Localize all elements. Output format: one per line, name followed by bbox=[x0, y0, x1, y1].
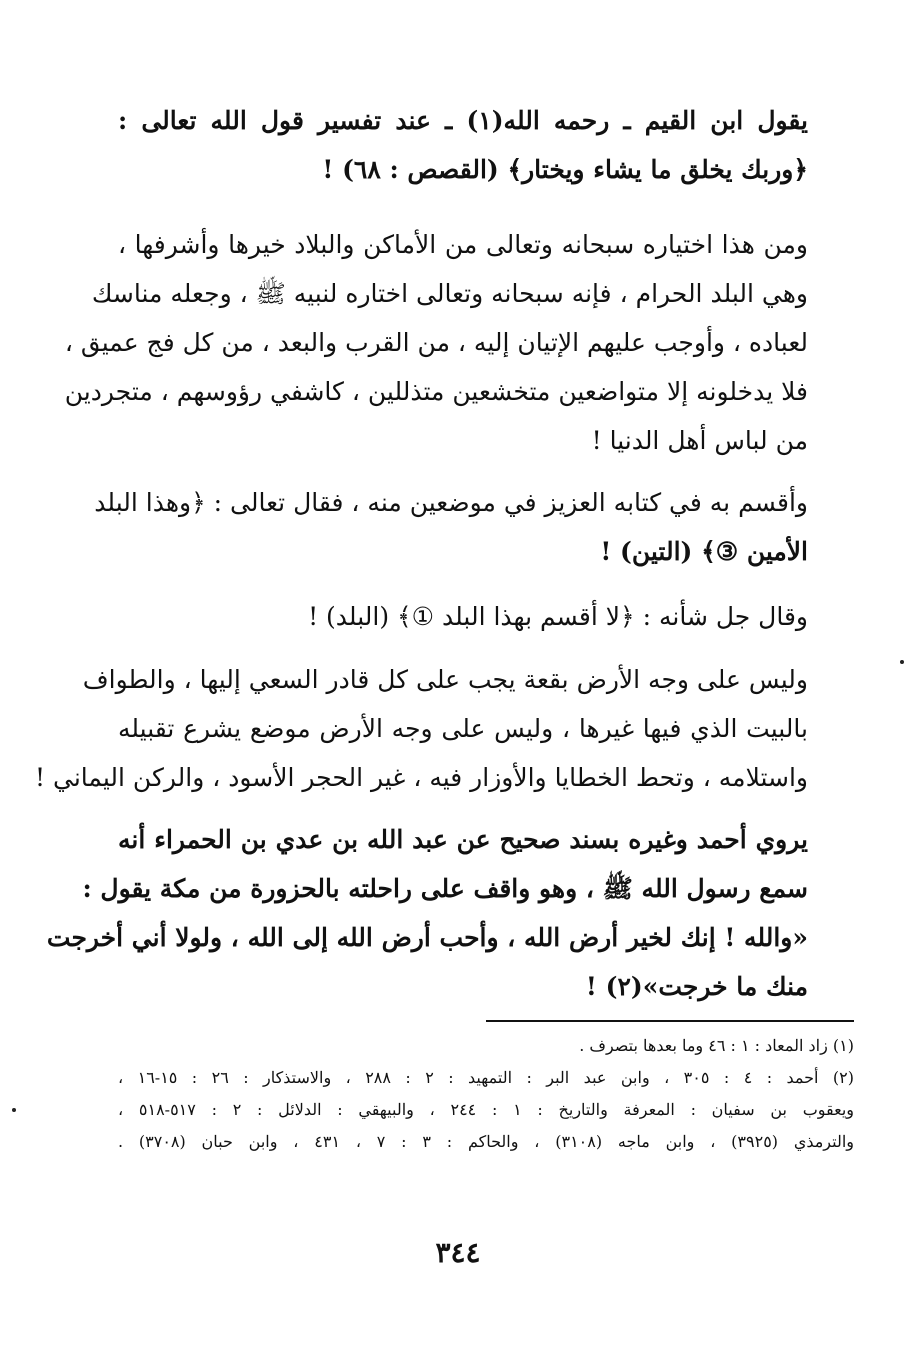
paragraph-line: وأقسم به في كتابه العزيز في موضعين منه ، فقال تعالى : ﴿وهذا البلد bbox=[94, 488, 808, 517]
footnote-line: (١) زاد المعاد : ١ : ٤٦ وما بعدها بتصرف . bbox=[579, 1036, 854, 1055]
scan-speck bbox=[12, 1108, 16, 1112]
paragraph-line: بالبيت الذي فيها غيرها ، وليس على وجه الأرض موضع يشرع تقبيله bbox=[118, 714, 808, 743]
paragraph-line: وقال جل شأنه : ﴿لا أقسم بهذا البلد ①﴾ (البلد) ! bbox=[308, 602, 808, 631]
footnote-line: ويعقوب بن سفيان : المعرفة والتاريخ : ١ : ٢٤٤ ، والبيهقي : الدلائل : ٢ : ٥١٧-٥١٨ ، bbox=[118, 1100, 855, 1119]
scan-speck bbox=[900, 660, 904, 664]
intro-paragraph bbox=[118, 96, 808, 194]
footnote-separator bbox=[486, 1020, 854, 1022]
paragraph-line: سمع رسول الله ﷺ ، وهو واقف على راحلته بالحزورة من مكة يقول : bbox=[82, 874, 808, 903]
page-number: ٣٤٤ bbox=[435, 1236, 481, 1269]
paragraph-line: الأمين ③﴾ (التين) ! bbox=[600, 537, 808, 566]
paragraph-line: منك ما خرجت»(٢) ! bbox=[585, 972, 808, 1001]
paragraph-line: لعباده ، وأوجب عليهم الإتيان إليه ، من القرب والبعد ، من كل فج عميق ، bbox=[64, 328, 808, 357]
paragraph-line: يروي أحمد وغيره بسند صحيح عن عبد الله بن عدي بن الحمراء أنه bbox=[118, 825, 808, 854]
body-paragraph bbox=[64, 220, 808, 465]
body-paragraph bbox=[94, 478, 808, 576]
paragraph-line: من لباس أهل الدنيا ! bbox=[591, 426, 808, 455]
footnote-line: والترمذي (٣٩٢٥) ، وابن ماجه (٣١٠٨) ، والحاكم : ٣ : ٧ ، ٤٣١ ، وابن حبان (٣٧٠٨) . bbox=[118, 1132, 855, 1151]
paragraph-line: وليس على وجه الأرض بقعة يجب على كل قادر السعي إليها ، والطواف bbox=[82, 665, 808, 694]
paragraph-line: «والله ! إنك لخير أرض الله ، وأحب أرض الله إلى الله ، ولولا أني أخرجت bbox=[46, 923, 808, 952]
paragraph-line: واستلامه ، وتحط الخطايا والأوزار فيه ، غير الحجر الأسود ، والركن اليماني ! bbox=[35, 763, 808, 792]
body-paragraph bbox=[35, 655, 808, 802]
intro-line: يقول ابن القيم ـ رحمه الله(١) ـ عند تفسير قول الله تعالى : bbox=[118, 106, 809, 135]
paragraph-line: فلا يدخلونه إلا متواضعين متخشعين متذللين ، كاشفي رؤوسهم ، متجردين bbox=[64, 377, 808, 406]
paragraph-line: ومن هذا اختياره سبحانه وتعالى من الأماكن والبلاد خيرها وأشرفها ، bbox=[118, 230, 808, 259]
body-paragraph bbox=[118, 592, 808, 641]
hadith-paragraph bbox=[46, 815, 808, 1011]
footnote-line: (٢) أحمد : ٤ : ٣٠٥ ، وابن عبد البر : التمهيد : ٢ : ٢٨٨ ، والاستذكار : ٢٦ : ١٥-١٦ ، bbox=[118, 1068, 855, 1087]
paragraph-line: وهي البلد الحرام ، فإنه سبحانه وتعالى اختاره لنبيه ﷺ ، وجعله مناسك bbox=[91, 279, 808, 308]
quran-verse-line: ﴿وربك يخلق ما يشاء ويختار﴾ (القصص : ٦٨) ! bbox=[322, 155, 808, 184]
footnotes bbox=[118, 1030, 854, 1158]
